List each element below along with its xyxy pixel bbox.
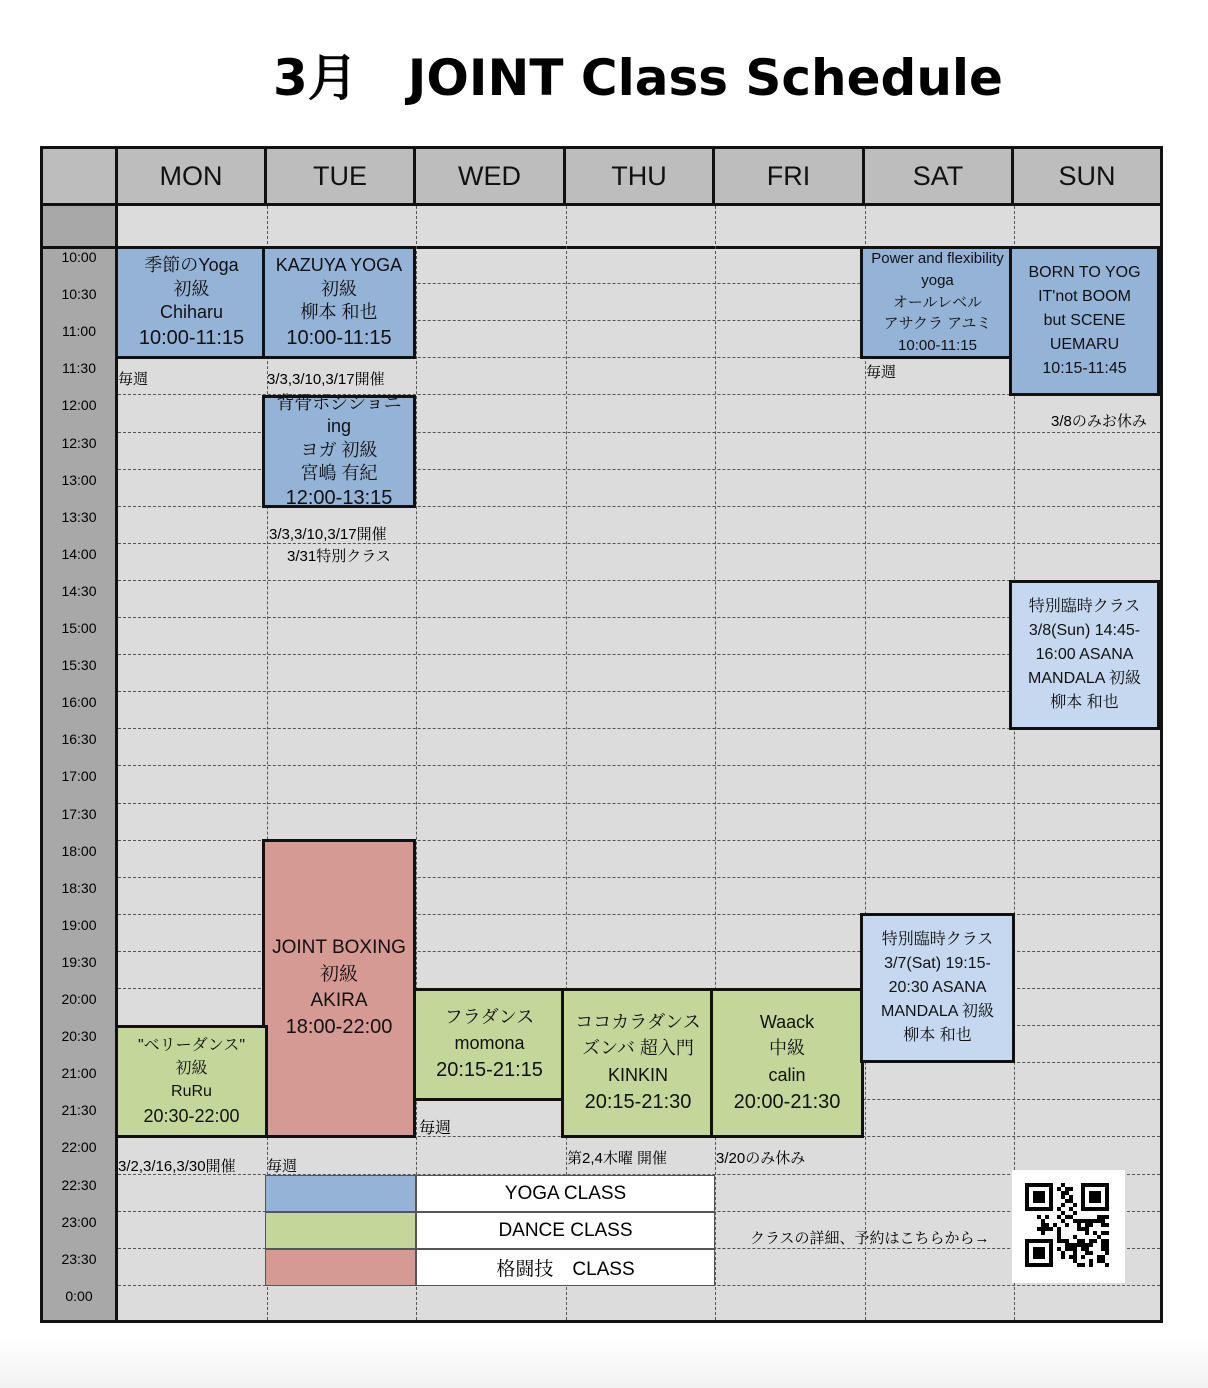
qr-module: [1069, 1207, 1073, 1211]
qr-module: [1081, 1247, 1085, 1251]
qr-module: [1077, 1263, 1081, 1267]
day-header-mon: MON: [118, 149, 267, 206]
day-header-tue: TUE: [267, 149, 416, 206]
day-header-sun: SUN: [1014, 149, 1160, 206]
qr-module: [1057, 1239, 1061, 1243]
qr-module: [1061, 1211, 1065, 1215]
class-time: 10:00-11:15: [898, 337, 977, 355]
qr-module: [1065, 1243, 1069, 1247]
qr-module: [1101, 1223, 1105, 1227]
qr-module: [1101, 1231, 1105, 1235]
qr-module: [1101, 1243, 1105, 1247]
time-label: 0:00: [65, 1287, 93, 1304]
legend-dance-label: DANCE CLASS: [416, 1212, 715, 1249]
time-label: 14:30: [61, 582, 97, 599]
class-instructor: KINKIN: [607, 1064, 668, 1085]
day-header-sat: SAT: [865, 149, 1014, 206]
qr-code-icon: [1012, 1170, 1125, 1283]
class-level: 中級: [769, 1038, 805, 1059]
class-instructor: RuRu: [171, 1083, 212, 1101]
row-divider: [118, 617, 1160, 618]
row-divider: [118, 728, 1160, 729]
qr-module: [1073, 1243, 1077, 1247]
class-date: 3/7(Sat) 19:15-: [884, 955, 991, 972]
qr-module: [1073, 1219, 1077, 1223]
time-label: 23:30: [61, 1250, 97, 1267]
class-level: ヨガ 初級: [300, 439, 378, 460]
class-time: 12:00-13:15: [285, 487, 393, 510]
col-divider: [416, 206, 417, 1320]
class-instructor: AKIRA: [310, 989, 368, 1011]
qr-module: [1081, 1227, 1085, 1231]
qr-module: [1101, 1219, 1105, 1223]
class-level: 初級: [173, 278, 210, 299]
qr-module: [1105, 1231, 1109, 1235]
day-header-fri: FRI: [715, 149, 865, 206]
qr-module: [1077, 1219, 1081, 1223]
qr-module: [1061, 1251, 1065, 1255]
qr-module: [1101, 1247, 1105, 1251]
class-title: 季節のYoga: [144, 255, 239, 276]
qr-module: [1097, 1219, 1101, 1223]
qr-module: [1089, 1191, 1101, 1203]
class-time: 10:00-11:15: [286, 326, 392, 349]
class-title: フラダンス: [444, 1007, 535, 1028]
qr-module: [1069, 1199, 1073, 1203]
class-time: 20:30-22:00: [143, 1106, 240, 1127]
qr-module: [1093, 1219, 1097, 1223]
class-mon-yoga[interactable]: [115, 246, 268, 359]
note-tue-weekly: 毎週: [267, 1158, 298, 1175]
qr-module: [1085, 1223, 1089, 1227]
qr-module: [1073, 1247, 1077, 1251]
qr-module: [1101, 1255, 1105, 1259]
qr-module: [1057, 1247, 1061, 1251]
note-thu: 第2,4木曜 開催: [567, 1150, 668, 1167]
qr-module: [1105, 1251, 1109, 1255]
class-instructor: 柳本 和也: [1050, 694, 1119, 711]
qr-module: [1085, 1219, 1089, 1223]
qr-module: [1069, 1247, 1073, 1251]
page-bottom: [0, 1335, 1208, 1388]
class-subtitle: IT'not BOOM: [1038, 288, 1131, 305]
class-sun-special[interactable]: [1009, 580, 1160, 730]
qr-module: [1089, 1223, 1093, 1227]
qr-module: [1041, 1219, 1045, 1223]
time-label: 11:30: [62, 360, 96, 377]
class-level: ズンバ 超入門: [582, 1038, 694, 1059]
qr-module: [1065, 1239, 1069, 1243]
qr-code[interactable]: [1012, 1170, 1125, 1283]
note-tue-dates: 3/3,3/10,3/17開催: [267, 371, 385, 388]
qr-module: [1073, 1251, 1077, 1255]
legend-fight-label: 格闘技 CLASS: [416, 1249, 715, 1286]
row-divider: [118, 580, 1160, 581]
time-label: 11:00: [62, 323, 96, 340]
qr-module: [1057, 1227, 1061, 1231]
qr-module: [1057, 1235, 1061, 1239]
class-instructor: momona: [454, 1032, 525, 1053]
note-wed-weekly: 毎週: [419, 1120, 452, 1137]
booking-link-text[interactable]: クラスの詳細、予約はこちらから→: [750, 1230, 990, 1247]
class-title: "ベリーダンス": [137, 1036, 246, 1054]
qr-module: [1069, 1215, 1073, 1219]
note-fri: 3/20のみ休み: [716, 1150, 806, 1167]
qr-module: [1081, 1255, 1085, 1259]
qr-module: [1105, 1247, 1109, 1251]
qr-module: [1077, 1239, 1081, 1243]
time-label: 17:00: [61, 768, 97, 785]
time-label: 15:00: [61, 620, 97, 636]
qr-module: [1061, 1203, 1065, 1207]
qr-module: [1085, 1243, 1089, 1247]
qr-module: [1057, 1215, 1061, 1219]
day-header-thu: THU: [566, 149, 715, 206]
qr-module: [1061, 1239, 1065, 1243]
time-label: 18:30: [61, 879, 97, 896]
time-label: 14:00: [61, 545, 97, 562]
class-thu-zumba[interactable]: [561, 988, 715, 1138]
legend-fight-swatch: [265, 1249, 416, 1286]
qr-module: [1037, 1215, 1041, 1219]
class-detail: 16:00 ASANA: [1035, 646, 1134, 663]
qr-module: [1069, 1243, 1073, 1247]
time-label: 23:00: [61, 1213, 97, 1230]
qr-module: [1045, 1215, 1049, 1219]
qr-module: [1065, 1223, 1069, 1227]
time-label: 16:00: [61, 694, 97, 711]
row-divider: [118, 803, 1160, 804]
class-title: ココカラダンス: [575, 1012, 701, 1033]
qr-module: [1093, 1239, 1097, 1243]
qr-module: [1073, 1203, 1077, 1207]
qr-module: [1057, 1207, 1061, 1211]
class-time: 20:15-21:30: [584, 1090, 692, 1113]
qr-module: [1061, 1195, 1065, 1199]
class-level: MANDALA 初級: [881, 1003, 994, 1020]
class-time: 18:00-22:00: [285, 1016, 393, 1039]
qr-module: [1073, 1259, 1077, 1263]
class-instructor: Chiharu: [159, 302, 224, 323]
class-title: KAZUYA YOGA: [275, 255, 403, 276]
class-title: Power and flexibility: [871, 250, 1004, 268]
qr-module: [1033, 1191, 1045, 1203]
note-sat-weekly: 毎週: [866, 364, 897, 381]
time-label: 21:00: [61, 1065, 97, 1082]
qr-module: [1041, 1231, 1045, 1235]
qr-module: [1077, 1223, 1081, 1227]
class-title: BORN TO YOG: [1028, 264, 1141, 281]
qr-module: [1061, 1191, 1065, 1195]
time-label: 16:30: [61, 731, 97, 748]
row-divider: [118, 691, 1160, 692]
time-label: 10:30: [61, 286, 97, 303]
row-divider: [118, 765, 1160, 766]
note-tue-dates-2: 3/3,3/10,3/17開催: [269, 526, 387, 543]
time-label: 13:30: [61, 508, 97, 525]
class-tue-yoga[interactable]: [262, 246, 416, 359]
qr-module: [1085, 1247, 1089, 1251]
time-label: 12:30: [61, 434, 97, 451]
note-mon-weekly: 毎週: [118, 371, 149, 388]
page-title: 3月 JOINT Class Schedule: [273, 49, 1003, 107]
qr-module: [1077, 1227, 1081, 1231]
qr-module: [1097, 1259, 1101, 1263]
day-header-wed: WED: [416, 149, 566, 206]
qr-module: [1057, 1231, 1061, 1235]
class-time: 10:15-11:45: [1042, 360, 1127, 377]
class-wed-hula[interactable]: [413, 988, 566, 1101]
class-instructor: アサクラ アユミ: [883, 315, 992, 333]
class-sun-yoga[interactable]: [1009, 246, 1160, 396]
qr-module: [1073, 1255, 1077, 1259]
class-level: オールレベル: [892, 293, 983, 311]
qr-module: [1085, 1227, 1089, 1231]
class-level: 初級: [319, 963, 358, 985]
class-time: 20:00-21:30: [733, 1090, 841, 1113]
class-instructor: UEMARU: [1049, 336, 1120, 353]
class-title: 特別臨時クラス: [881, 931, 994, 948]
note-mon-dates: 3/2,3/16,3/30開催: [118, 1158, 236, 1175]
legend-yoga-swatch: [265, 1175, 416, 1212]
qr-module: [1053, 1223, 1057, 1227]
class-detail: 20:30 ASANA: [888, 979, 987, 996]
qr-module: [1085, 1231, 1089, 1235]
class-level: 初級: [175, 1059, 208, 1077]
time-label: 12:00: [61, 397, 97, 414]
qr-module: [1097, 1215, 1101, 1219]
qr-module: [1089, 1219, 1093, 1223]
qr-module: [1065, 1215, 1069, 1219]
class-time: 20:15-21:15: [436, 1058, 543, 1081]
class-sat-yoga[interactable]: [860, 246, 1015, 359]
class-mon-belly[interactable]: [115, 1025, 268, 1138]
qr-module: [1049, 1227, 1053, 1231]
class-date: 3/8(Sun) 14:45-: [1028, 622, 1141, 639]
class-tue-yoga2[interactable]: [262, 392, 416, 510]
class-title: Waack: [759, 1012, 815, 1033]
qr-module: [1057, 1187, 1061, 1191]
time-label: 18:00: [61, 842, 97, 859]
class-time: 10:00-11:15: [138, 326, 245, 349]
qr-module: [1065, 1247, 1069, 1251]
time-label: 19:00: [61, 916, 97, 933]
note-sun-off: 3/8のみお休み: [1051, 413, 1147, 430]
qr-module: [1101, 1259, 1105, 1263]
note-tue-special: 3/31特別クラス: [287, 548, 391, 565]
class-subtitle-2: but SCENE: [1043, 312, 1126, 329]
time-label: 20:00: [61, 991, 97, 1007]
qr-module: [1041, 1227, 1045, 1231]
time-label: 22:00: [61, 1139, 97, 1156]
qr-module: [1061, 1183, 1065, 1187]
qr-module: [1089, 1259, 1093, 1263]
qr-module: [1081, 1219, 1085, 1223]
class-subtitle: yoga: [921, 271, 954, 289]
qr-module: [1061, 1255, 1065, 1259]
qr-module: [1093, 1231, 1097, 1235]
class-level: 初級: [321, 278, 357, 299]
qr-module: [1073, 1211, 1077, 1215]
time-label: 17:30: [61, 805, 97, 822]
time-label: 13:00: [61, 471, 97, 488]
qr-module: [1077, 1243, 1081, 1247]
qr-module: [1101, 1215, 1105, 1219]
class-fri-waack[interactable]: [710, 988, 864, 1138]
qr-module: [1105, 1243, 1109, 1247]
class-sat-special[interactable]: [860, 913, 1015, 1063]
qr-module: [1081, 1243, 1085, 1247]
qr-module: [1061, 1219, 1065, 1223]
qr-module: [1081, 1263, 1085, 1267]
qr-module: [1089, 1263, 1093, 1267]
qr-module: [1037, 1227, 1041, 1231]
qr-module: [1069, 1187, 1073, 1191]
row-divider: [118, 654, 1160, 655]
class-title: 背骨ポジショニing: [276, 392, 402, 437]
time-label: 10:00: [61, 249, 97, 265]
qr-module: [1069, 1255, 1073, 1259]
qr-module: [1105, 1239, 1109, 1243]
time-label: 21:30: [61, 1102, 97, 1119]
qr-module: [1069, 1195, 1073, 1199]
qr-module: [1097, 1235, 1101, 1239]
class-instructor: calin: [768, 1064, 806, 1085]
qr-module: [1081, 1239, 1085, 1243]
schedule-table: [40, 146, 1163, 1323]
qr-module: [1089, 1243, 1093, 1247]
header-corner: [43, 149, 118, 206]
class-instructor: 柳本 和也: [300, 302, 378, 323]
legend-yoga-label: YOGA CLASS: [416, 1175, 715, 1212]
qr-module: [1105, 1223, 1109, 1227]
qr-module: [1073, 1235, 1077, 1239]
qr-module: [1105, 1263, 1109, 1267]
qr-module: [1045, 1223, 1049, 1227]
time-label: 15:30: [61, 657, 97, 674]
qr-module: [1065, 1199, 1069, 1203]
class-instructor: 柳本 和也: [903, 1027, 972, 1044]
time-label: 22:30: [61, 1176, 97, 1193]
qr-module: [1089, 1251, 1093, 1255]
qr-module: [1065, 1187, 1069, 1191]
class-tue-boxing[interactable]: [262, 839, 416, 1138]
class-title: JOINT BOXING: [272, 937, 406, 959]
class-title: 特別臨時クラス: [1028, 598, 1141, 615]
time-label: 19:30: [61, 953, 97, 970]
class-instructor: 宮嶋 有紀: [300, 462, 378, 483]
qr-module: [1065, 1191, 1069, 1195]
qr-module: [1041, 1223, 1045, 1227]
qr-module: [1033, 1247, 1045, 1259]
qr-module: [1045, 1227, 1049, 1231]
legend-dance-swatch: [265, 1212, 416, 1249]
qr-module: [1089, 1239, 1093, 1243]
qr-module: [1105, 1215, 1109, 1219]
qr-module: [1085, 1251, 1089, 1255]
qr-module: [1097, 1255, 1101, 1259]
time-label: 20:30: [61, 1028, 97, 1045]
class-level: MANDALA 初級: [1028, 670, 1141, 687]
qr-module: [1101, 1239, 1105, 1243]
